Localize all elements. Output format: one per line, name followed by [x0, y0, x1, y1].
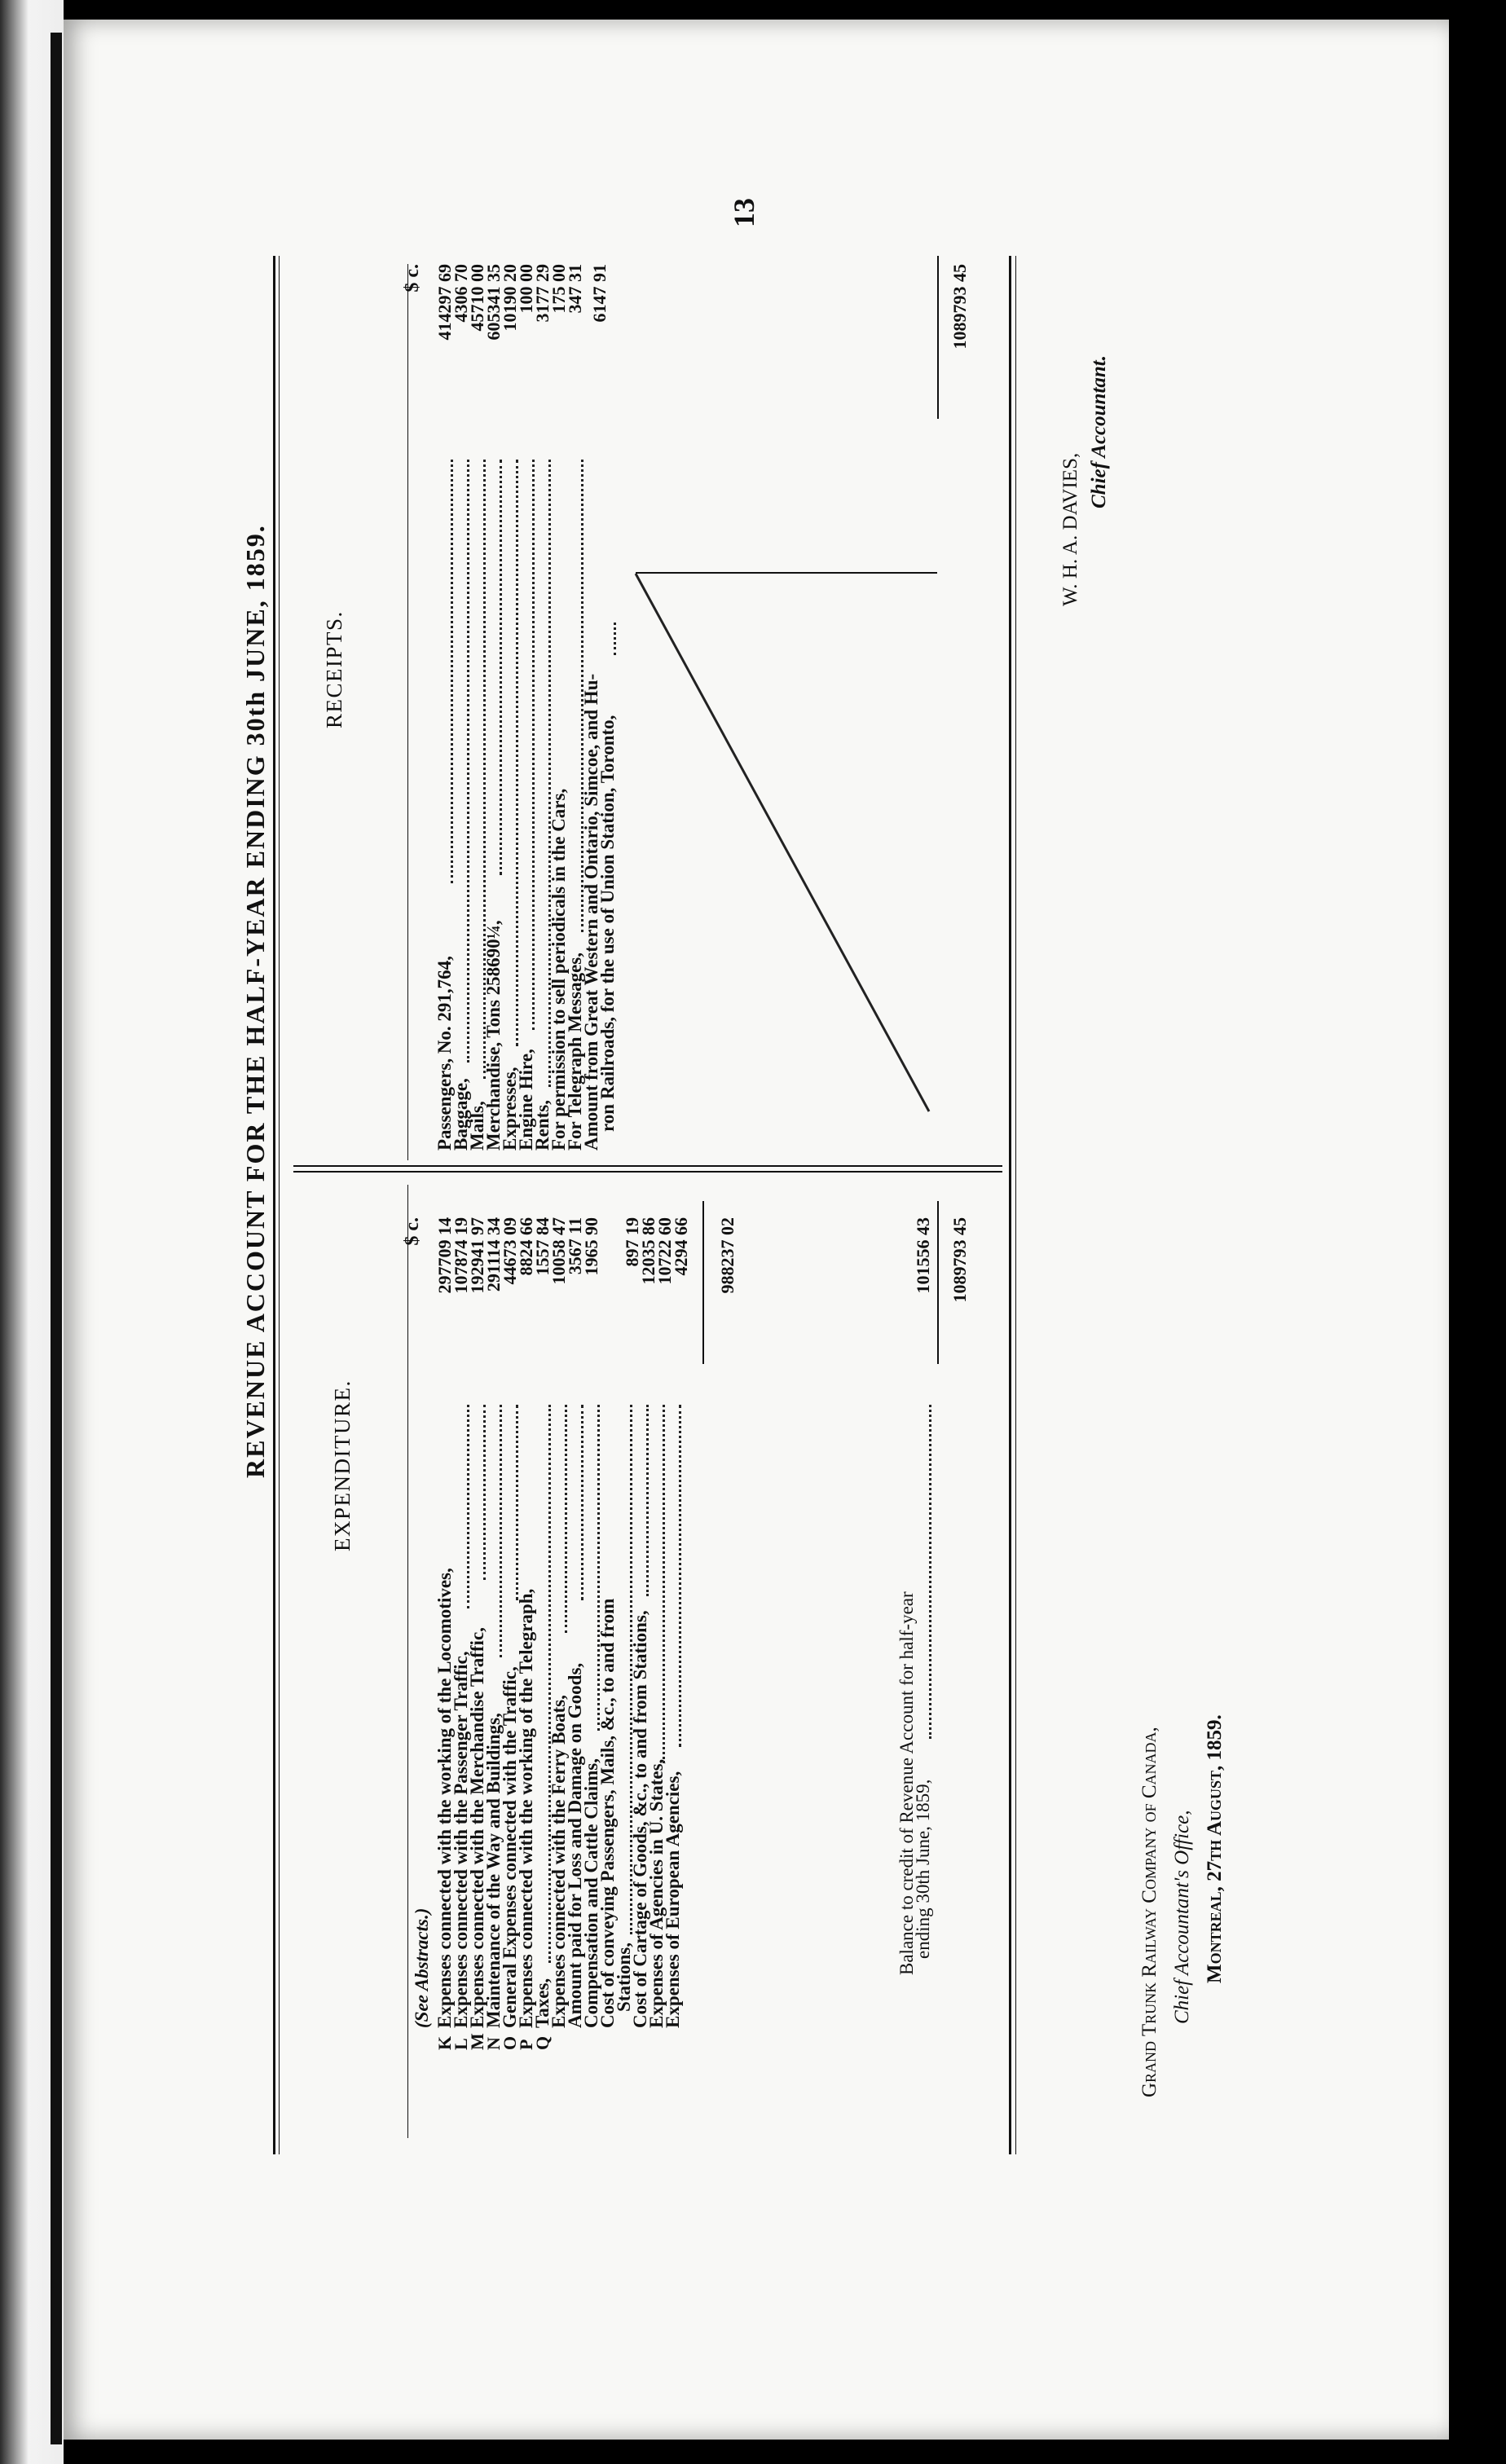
expenditure-line-conveying: Cost of conveying Passengers, Mails, &c., to and from [597, 1598, 618, 2028]
receipt-amount-expresses: 10190 20 [500, 264, 520, 332]
leader-dots [467, 460, 469, 1063]
expenditure-amount-us-agencies: 10722 60 [654, 1217, 675, 1285]
abstract-letter-n: N [483, 2037, 504, 2050]
receipt-amount-rents: 3177 29 [532, 264, 553, 323]
expenditure-line-o: General Expenses connected with the Traffic, [500, 1666, 520, 2028]
expenditure-line-k: Expenses connected with the working of the Locomotives, [434, 1568, 455, 2028]
receipt-line-union-station-1: Amount from Great Western and Ontario, Simcoe, and Hu- [581, 673, 601, 1151]
table-top-rule-thin [279, 256, 280, 2154]
total-rule [937, 1201, 939, 1364]
expenditure-amount-loss-damage: 3567 11 [565, 1217, 585, 1275]
leader-dots [500, 460, 502, 875]
leader-dots [532, 460, 535, 1030]
receipt-amount-passengers: 414297 69 [434, 264, 455, 341]
receipt-line-passengers: Passengers, No. 291,764, [434, 956, 455, 1151]
expenditure-total: 1089793 45 [949, 1217, 970, 1303]
expenditure-line-ferry: Expenses connected with the Ferry Boats, [548, 1695, 569, 2028]
expenditure-amount-european-agencies: 4294 66 [671, 1217, 691, 1276]
balance-line-2: ending 30th June, 1859, [913, 1779, 933, 1959]
expenditure-amount-k: 297709 14 [434, 1217, 455, 1294]
expenditure-amount-p: 8824 66 [516, 1217, 536, 1276]
expenditure-line-stations: Stations, [614, 1943, 634, 2012]
place-date: Montreal, 27th August, 1859. [1204, 1714, 1226, 1983]
table-bottom-rule [1009, 256, 1011, 2154]
receipt-line-telegraph: For Telegraph Messages, [565, 953, 585, 1151]
expenditure-currency-header: $ c. [402, 1217, 423, 1246]
receipt-amount-periodicals: 175 00 [548, 264, 569, 314]
receipt-line-baggage: Baggage, [451, 1078, 471, 1151]
expenditure-line-l: Expenses connected with the Passenger Traffic, [451, 1651, 471, 2028]
receipt-amount-mails: 45710 00 [467, 264, 487, 332]
abstract-letter-q: Q [532, 2035, 553, 2050]
expenditure-amount-q: 1557 84 [532, 1217, 553, 1276]
leader-dots [516, 1405, 518, 1600]
leader-dots [614, 623, 616, 655]
expenditure-line-n: Maintenance of the Way and Buildings, [483, 1713, 504, 2028]
expenditure-amount-stations: 897 19 [622, 1217, 642, 1267]
receipts-total-rule [937, 256, 939, 419]
receipt-line-merchandise: Merchandise, Tons 258690¼, [483, 920, 504, 1151]
company-name: Grand Trunk Railway Company of Canada, [1138, 1727, 1160, 2097]
abstract-letter-o: O [500, 2035, 520, 2050]
leader-dots [663, 1405, 665, 1763]
leader-dots [646, 1405, 649, 1596]
balance-line-1: Balance to credit of Revenue Account for half-year [896, 1591, 917, 1975]
receipt-line-periodicals: For permission to sell periodicals in the Cars, [548, 788, 569, 1151]
leader-dots [451, 460, 453, 883]
expenditure-heading: EXPENDITURE. [330, 1379, 354, 1551]
abstract-letter-p: P [516, 2039, 536, 2050]
receipts-blank-side-rule [636, 572, 937, 574]
table-top-rule [273, 256, 275, 2154]
expenditure-amount-o: 44673 09 [500, 1217, 520, 1285]
expenditure-amount-cartage: 12035 86 [638, 1217, 658, 1285]
expenditure-amount-l: 107874 19 [451, 1217, 471, 1294]
subtotal-rule [702, 1201, 704, 1364]
see-abstracts-note: (See Abstracts.) [412, 1907, 432, 2028]
receipt-line-rents: Rents, [532, 1100, 553, 1151]
expenditure-amount-n: 291114 34 [483, 1217, 504, 1292]
expenditure-line-european-agencies: Expenses of European Agencies, [663, 1771, 683, 2028]
column-divider-2 [293, 1165, 1002, 1167]
expenditure-line-p: Expenses connected with the working of the Telegraph, [516, 1588, 536, 2028]
receipt-amount-union-station: 6147 91 [589, 264, 610, 323]
leader-dots [929, 1405, 931, 1739]
receipt-line-engine-hire: Engine Hire, [516, 1049, 536, 1151]
page-title: REVENUE ACCOUNT FOR THE HALF-YEAR ENDING 30th JUNE, 1859. [240, 524, 270, 1478]
expenditure-line-compensation: Compensation and Cattle Claims, [581, 1758, 601, 2028]
receipts-total: 1089793 45 [949, 264, 970, 350]
expenditure-line-loss-damage: Amount paid for Loss and Damage on Goods, [565, 1662, 585, 2028]
signatory-title: Chief Accountant. [1088, 355, 1110, 508]
receipt-amount-engine-hire: 100 00 [516, 264, 536, 314]
expenditure-line-us-agencies: Expenses of Agencies in U. States, [646, 1758, 667, 2028]
receipt-amount-baggage: 4306 70 [451, 264, 471, 323]
expenditure-amount-ferry: 10058 47 [548, 1217, 569, 1285]
table-bottom-rule-thin [1015, 256, 1016, 2154]
signatory-name: W. H. A. DAVIES, [1059, 452, 1081, 606]
leader-dots [483, 1405, 486, 1580]
office-name: Chief Accountant's Office, [1171, 1810, 1193, 2024]
abstract-letter-m: M [467, 2033, 487, 2050]
leader-dots [679, 1405, 681, 1747]
leader-dots [565, 1405, 567, 1633]
receipts-currency-header: $ c. [402, 264, 423, 293]
leader-dots [581, 1405, 583, 1600]
expenditure-line-m: Expenses connected with the Merchandise Traffic, [467, 1627, 487, 2028]
leader-dots [516, 460, 518, 1046]
expenditure-subtotal: 988237 02 [717, 1217, 738, 1294]
receipt-amount-merchandise: 605341 35 [483, 264, 504, 341]
receipt-line-expresses: Expresses, [500, 1067, 520, 1151]
receipt-line-union-station-2: ron Railroads, for the use of Union Station, Toronto, [597, 715, 618, 1132]
receipts-heading: RECEIPTS. [322, 610, 346, 728]
blank-space-diagonal-rule [619, 557, 945, 1128]
receipt-amount-telegraph: 347 31 [565, 264, 585, 314]
expenditure-line-cartage: Cost of Cartage of Goods, &c., to and from Stations, [630, 1610, 650, 2028]
abstract-letter-k: K [434, 2035, 455, 2050]
page-number: 13 [728, 198, 760, 227]
receipt-line-mails: Mails, [467, 1101, 487, 1151]
abstract-letter-l: L [451, 2038, 471, 2050]
leader-dots [500, 1405, 502, 1657]
expenditure-amount-m: 192941 97 [467, 1217, 487, 1294]
column-divider [293, 1171, 1002, 1173]
expenditure-amount-compensation: 1965 90 [581, 1217, 601, 1276]
expenditure-line-q: Taxes, [532, 1978, 553, 2028]
balance-amount: 101556 43 [913, 1217, 933, 1294]
leader-dots [467, 1405, 469, 1608]
